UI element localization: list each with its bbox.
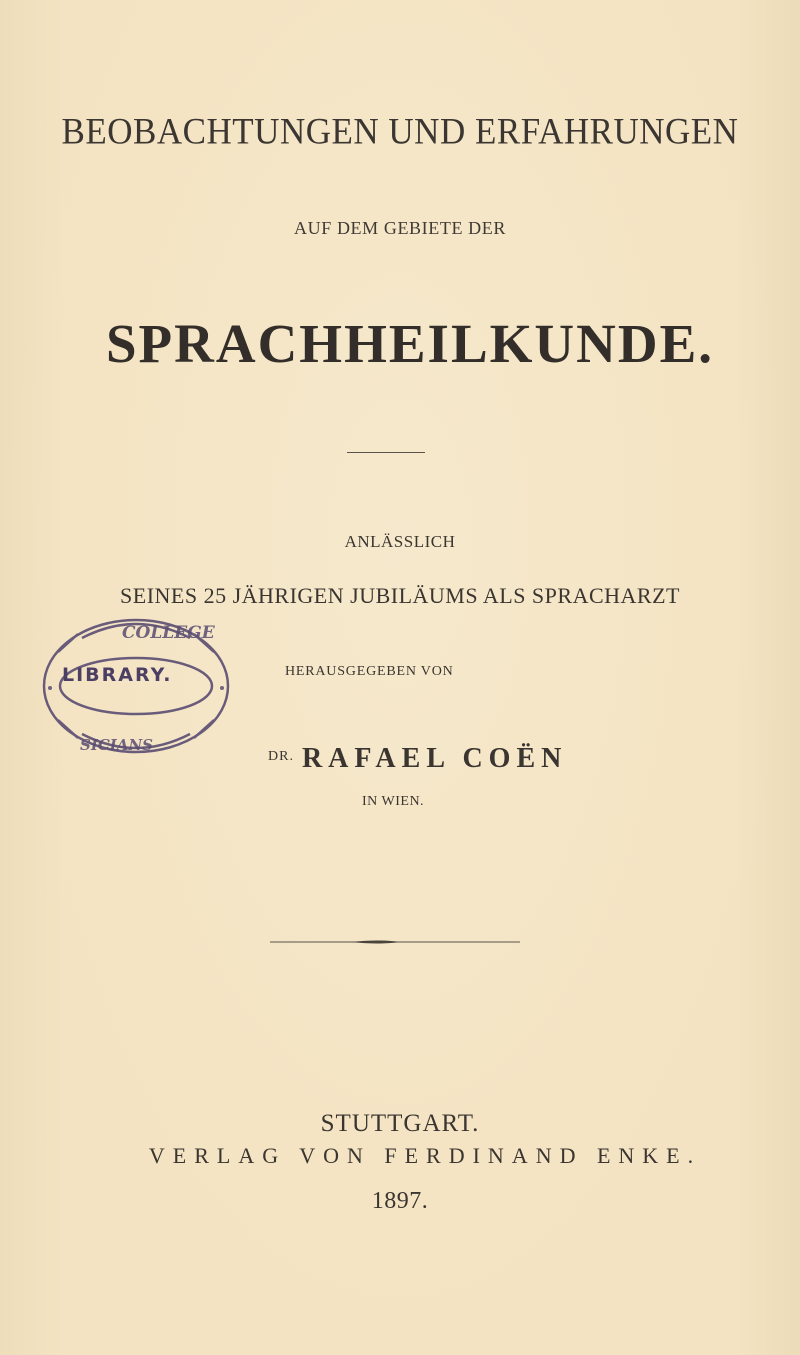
svg-text:SICIANS: SICIANS: [80, 736, 153, 754]
main-title: SPRACHHEILKUNDE.: [105, 313, 715, 374]
svg-text:COLLEGE: COLLEGE: [122, 623, 215, 643]
edited-by-label: HERAUSGEGEBEN VON: [285, 664, 454, 679]
library-stamp: [38, 612, 234, 762]
author-name: RAFAEL COËN: [301, 743, 568, 774]
title-line-1: BEOBACHTUNGEN UND ERFAHRUNGEN: [61, 111, 739, 152]
occasion-line-1: ANLÄSSLICH: [344, 532, 456, 551]
publication-year: 1897.: [371, 1188, 429, 1214]
ornamental-divider-rule: [270, 939, 520, 945]
author-line: [268, 743, 567, 775]
short-divider-rule: [347, 452, 425, 453]
author-title: DR.: [268, 749, 294, 764]
publication-place: STUTTGART.: [320, 1110, 480, 1137]
library-stamp-text: LIBRARY.: [62, 664, 173, 686]
title-line-2: AUF DEM GEBIETE DER: [294, 218, 506, 238]
publisher-line: VERLAG VON FERDINAND ENKE.: [148, 1143, 702, 1168]
library-stamp-icon: [38, 612, 234, 762]
author-city: IN WIEN.: [362, 794, 425, 809]
occasion-line-2: SEINES 25 JÄHRIGEN JUBILÄUMS ALS SPRACHARZT: [120, 583, 680, 608]
